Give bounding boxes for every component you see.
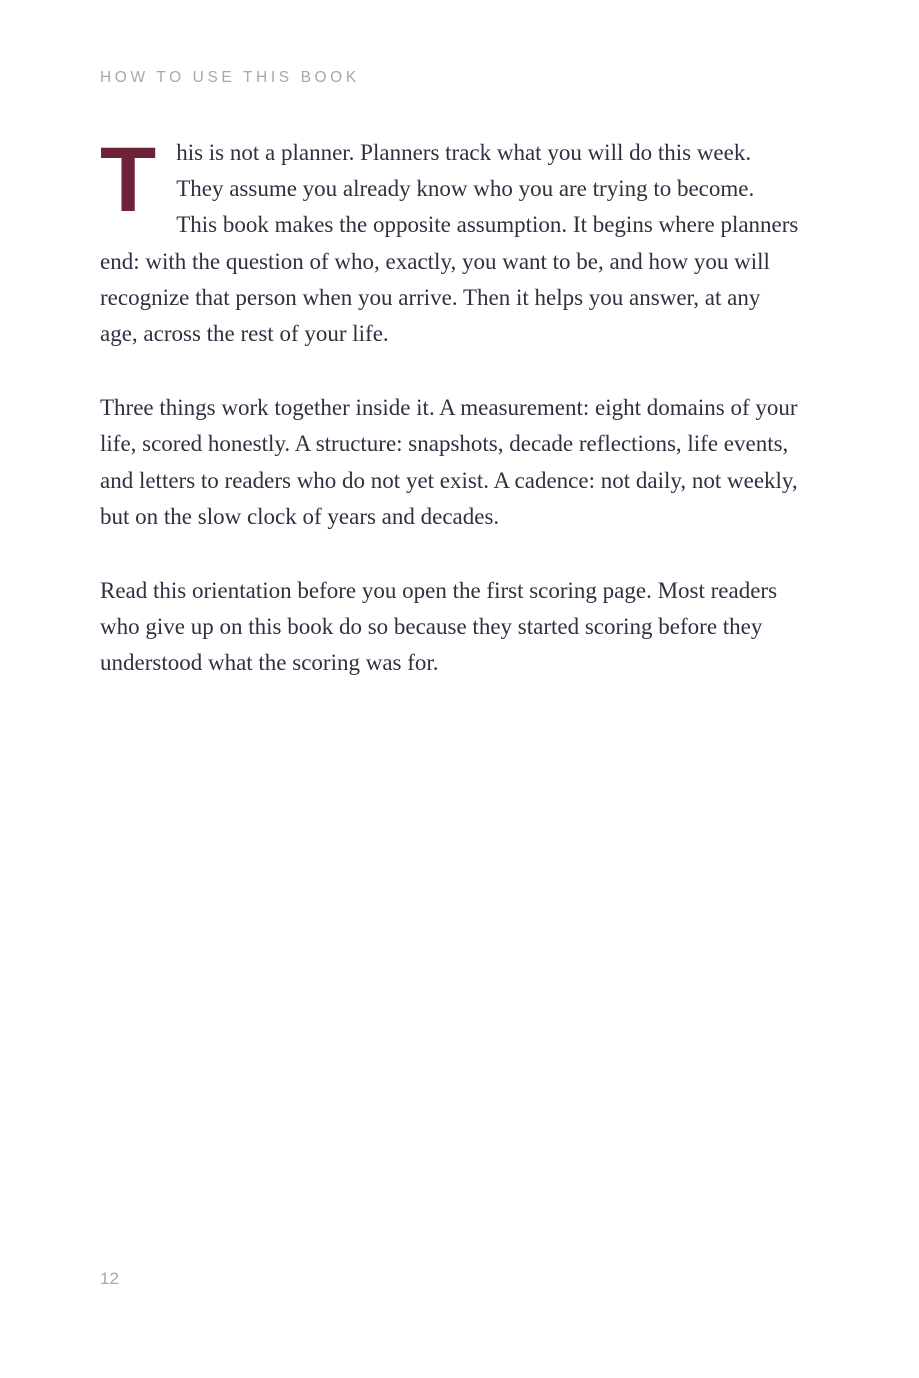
paragraph-1-text: his is not a planner. Planners track what you will do this week. They assume you already know who you are trying to become. This book makes the opposite assumption. It begins where planners end: with the question of who, exactly, you want to be, and how you will recognize that person when you arrive. Then it helps you answer, at any age, across the rest of your life. xyxy=(100,140,799,347)
body-text xyxy=(100,129,800,720)
drop-cap: T xyxy=(100,129,157,231)
paragraph-1 xyxy=(100,129,800,352)
running-head: HOW TO USE THIS BOOK xyxy=(100,69,360,86)
paragraph-3: Read this orientation before you open the first scoring page. Most readers who give up on this book do so because they started scoring before they understood what the scoring was for. xyxy=(100,578,778,676)
paragraph-2: Three things work together inside it. A measurement: eight domains of your life, scored honestly. A structure: snapshots, decade reflections, life events, and letters to readers who do not yet exist. A cadence: not daily, not weekly, but on the slow clock of years and decades. xyxy=(100,395,798,529)
page-number: 12 xyxy=(100,1269,119,1288)
